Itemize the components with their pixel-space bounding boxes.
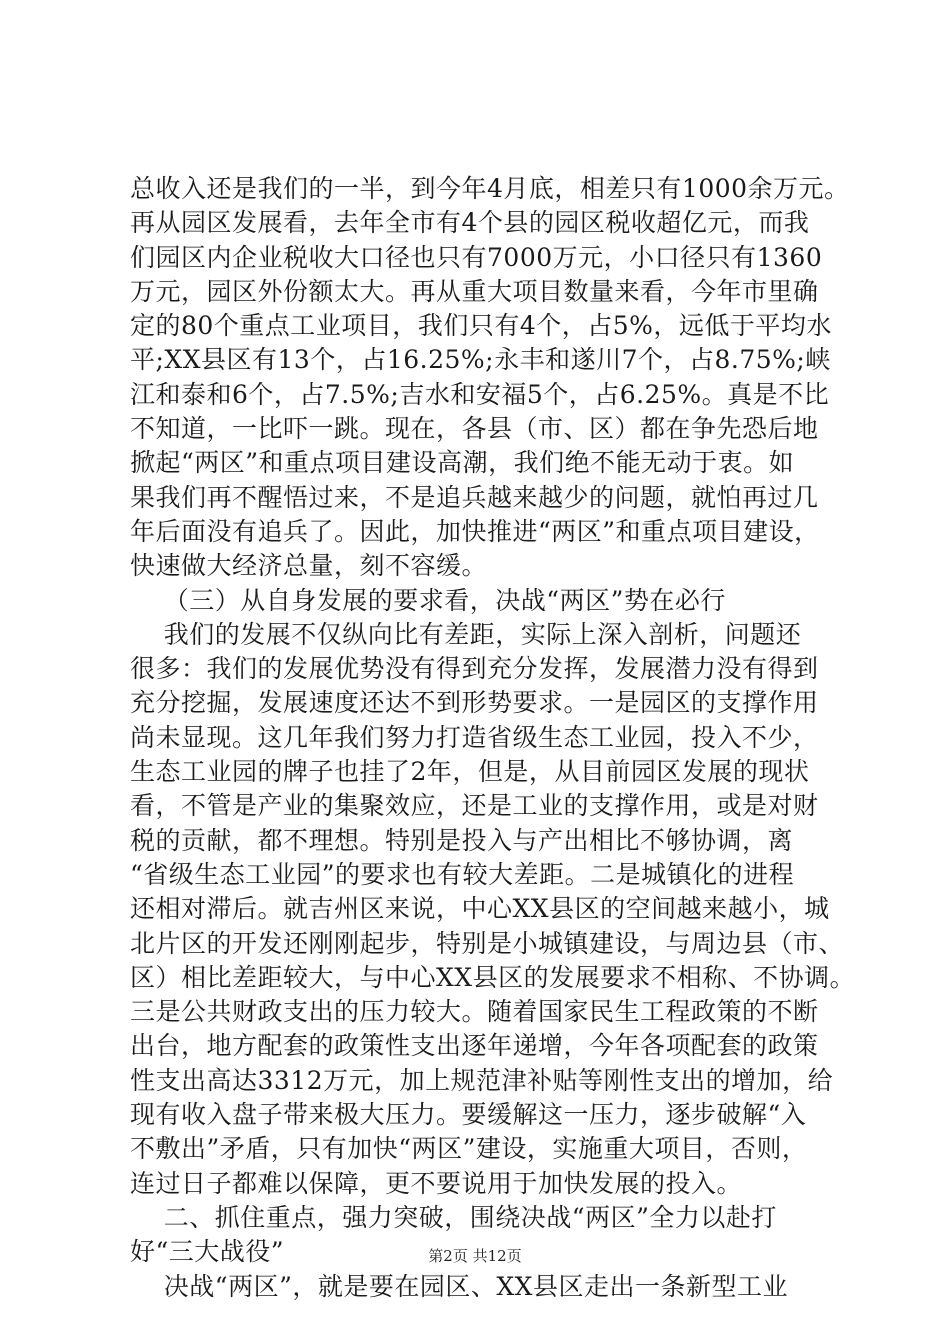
text-line: 北片区的开发还刚刚起步，特别是小城镇建设，与周边县（市、 — [130, 928, 845, 958]
text-line: 万元，园区外份额太大。再从重大项目数量来看，今年市里确 — [130, 276, 819, 306]
text-line: 总收入还是我们的一半，到今年4月底，相差只有1000余万元。 — [130, 174, 850, 203]
text-line: 生态工业园的牌子也挂了2年，但是，从目前园区发展的现状 — [130, 757, 810, 787]
page-number: 第2页 共12页 — [428, 1247, 522, 1265]
text-line: 还相对滞后。就吉州区来说，中心XX县区的空间越来越小，城 — [130, 894, 830, 924]
text-line: 三是公共财政支出的压力较大。随着国家民生工程政策的不断 — [130, 997, 819, 1027]
text-line: 定的80个重点工业项目，我们只有4个，占5%，远低于平均水 — [130, 311, 832, 341]
text-line: 掀起“两区”和重点项目建设高潮，我们绝不能无动于衷。如 — [130, 448, 795, 478]
text-line: 们园区内企业税收大口径也只有7000万元，小口径只有1360 — [130, 242, 823, 272]
text-line: 税的贡献，都不理想。特别是投入与产出相比不够协调，离 — [130, 825, 794, 855]
text-line: 年后面没有追兵了。因此，加快推进“两区”和重点项目建设， — [130, 516, 820, 546]
text-line: 出台，地方配套的政策性支出逐年递增，今年各项配套的政策 — [130, 1031, 819, 1061]
text-line: 性支出高达3312万元，加上规范津补贴等刚性支出的增加，给 — [130, 1065, 834, 1095]
text-line: 果我们再不醒悟过来，不是追兵越来越少的问题，就怕再过几 — [130, 482, 819, 512]
text-line: 再从园区发展看，去年全市有4个县的园区税收超亿元，而我 — [130, 208, 810, 238]
text-line: 江和泰和6个，占7.5%;吉水和安福5个，占6.25%。真是不比 — [130, 379, 830, 409]
text-line: 我们的发展不仅纵向比有差距，实际上深入剖析，问题还 — [130, 619, 802, 649]
text-line: 现有收入盘子带来极大压力。要缓解这一压力，逐步破解“入 — [130, 1100, 807, 1130]
text-line: 区）相比差距较大，与中心XX县区的发展要求不相称、不协调。 — [130, 962, 856, 992]
body-text — [130, 172, 856, 1304]
text-line: 平;XX县区有13个，占16.25%;永丰和遂川7个，占8.75%;峡 — [130, 345, 831, 375]
text-line: 快速做大经济总量，刻不容缓。 — [130, 551, 488, 581]
section-heading: 二、抓住重点，强力突破，围绕决战“两区”全力以赴打 — [130, 1202, 777, 1232]
text-line: 不敷出”矛盾，只有加快“两区”建设，实施重大项目，否则， — [130, 1134, 808, 1164]
page-footer — [0, 1245, 950, 1266]
text-line: 决战“两区”，就是要在园区、XX县区走出一条新型工业 — [130, 1271, 788, 1301]
text-line: “省级生态工业园”的要求也有较大差距。二是城镇化的进程 — [130, 859, 795, 889]
text-line: 不知道，一比吓一跳。现在，各县（市、区）都在争先恐后地 — [130, 414, 819, 444]
text-line: 连过日子都难以保障，更不要说用于加快发展的投入。 — [130, 1168, 743, 1198]
text-line: 尚未显现。这几年我们努力打造省级生态工业园，投入不少， — [130, 722, 819, 752]
section-heading: （三）从自身发展的要求看，决战“两区”势在必行 — [130, 585, 726, 615]
text-line: 看，不管是产业的集聚效应，还是工业的支撑作用，或是对财 — [130, 791, 819, 821]
text-line: 充分挖掘，发展速度还达不到形势要求。一是园区的支撑作用 — [130, 688, 819, 718]
section-heading: 好“三大战役” — [130, 1237, 285, 1267]
text-line: 很多：我们的发展优势没有得到充分发挥，发展潜力没有得到 — [130, 654, 819, 684]
